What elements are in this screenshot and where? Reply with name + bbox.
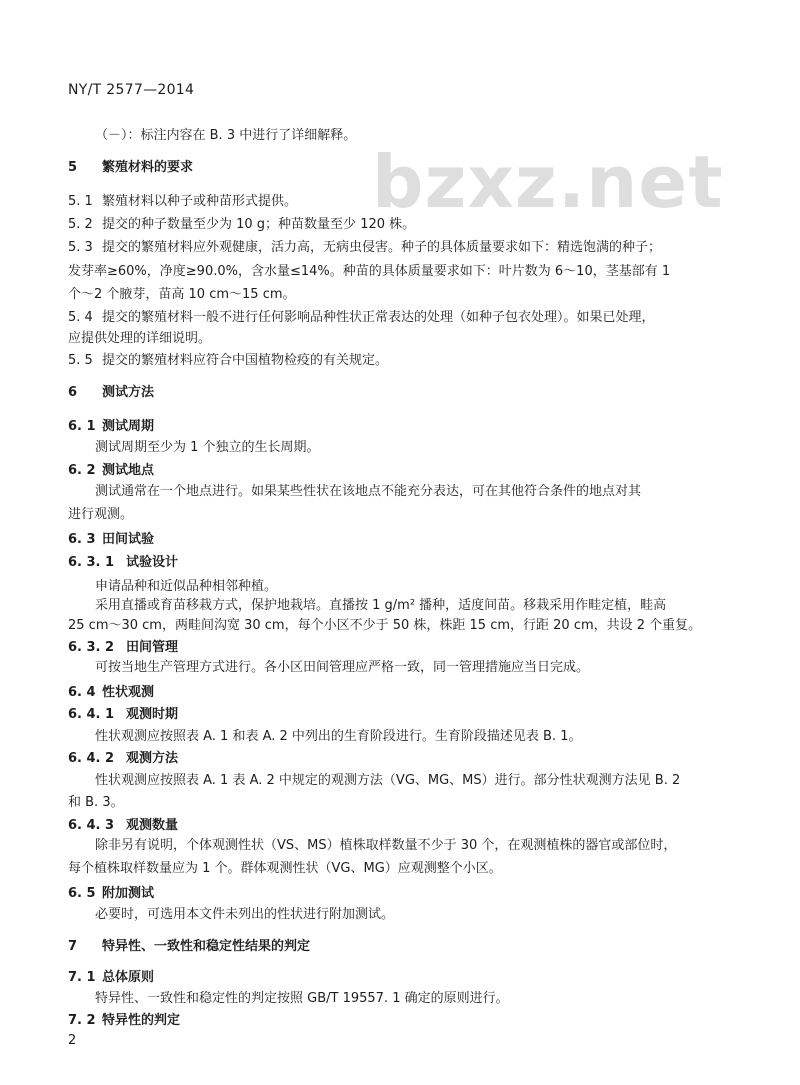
clause-number: 5 [68,160,78,175]
line-text: 繁殖材料的要求 [102,160,194,175]
text-line [95,128,356,144]
text-line [68,217,415,233]
text-line [68,353,388,369]
line-text: 提交的繁殖材料一般不进行任何影响品种性状正常表达的处理（如种子包衣处理）。如果已处理， [102,310,655,325]
text-line [95,579,277,595]
subsection-heading [68,707,178,723]
line-text: 特异性的判定 [102,1013,181,1028]
line-text: 提交的繁殖材料应外观健康，活力高，无病虫侵害。种子的具体质量要求如下：精选饱满的种子； [102,240,662,255]
watermark: bzxz.net [372,140,724,224]
clause-number: 5. 1 [68,194,93,209]
line-text: 测试地点 [102,463,155,478]
text-line [68,264,670,280]
line-text: 采用直播或育苗移栽方式，保护地栽培。直播按 1 g/m² 播种，适度间苗。移栽采用作畦定植，畦高 [95,598,667,613]
text-line [68,618,701,634]
line-text: 特异性、一致性和稳定性结果的判定 [102,939,311,954]
line-text: 提交的繁殖材料应符合中国植物检疫的有关规定。 [102,353,389,368]
standard-header: NY/T 2577—2014 [68,82,195,98]
text-line [68,331,211,347]
text-line [68,507,133,523]
line-text: （－）：标注内容在 B. 3 中进行了详细解释。 [95,128,357,143]
line-text: 除非另有说明，个体观测性状（VS、MS）植株取样数量不少于 30 个，在观测植株的器官或部位时， [95,838,677,853]
text-line [68,287,296,303]
text-line [68,194,297,210]
line-text: 繁殖材料以种子或种苗形式提供。 [102,194,298,209]
clause-number: 5. 5 [68,353,93,368]
clause-number: 6. 1 [68,419,96,434]
line-text: 总体原则 [102,970,155,985]
subsection-heading [68,886,154,902]
line-text: 进行观测。 [68,507,134,522]
line-text: 观测数量 [126,818,179,833]
clause-number: 6. 5 [68,886,96,901]
line-text: 应提供处理的详细说明。 [68,331,212,346]
line-text: 测试通常在一个地点进行。如果某些性状在该地点不能充分表达，可在其他符合条件的地点对其 [95,484,642,499]
clause-number: 6 [68,385,78,400]
text-line [68,795,124,811]
clause-number: 7 [68,939,78,954]
clause-number: 5. 2 [68,217,93,232]
text-line [95,907,394,923]
clause-number: 5. 4 [68,310,93,325]
subsection-heading [68,685,154,701]
line-text: 田间管理 [126,640,179,655]
line-text: 必要时，可选用本文件未列出的性状进行附加测试。 [95,907,395,922]
clause-number: 6. 4. 1 [68,707,115,722]
text-line [95,773,680,789]
subsection-heading [68,1013,180,1029]
text-line [68,240,661,256]
text-line [95,484,641,500]
subsection-heading [68,419,154,435]
clause-number: 6. 4. 3 [68,818,115,833]
text-line [68,861,502,877]
subsection-heading [68,463,154,479]
page-number: 2 [68,1033,77,1048]
line-text: 性状观测应按照表 A. 1 和表 A. 2 中列出的生育阶段进行。生育阶段描述见表 B. 1。 [95,729,582,744]
clause-number: 6. 4 [68,685,96,700]
section-heading [68,385,154,401]
line-text: 25 cm～30 cm，两畦间沟宽 30 cm，每个小区不少于 50 株，株距 15 cm，行距 20 cm，共设 2 个重复。 [68,618,702,633]
clause-number: 6. 2 [68,463,96,478]
clause-number: 6. 4. 2 [68,751,115,766]
line-text: 特异性、一致性和稳定性的判定按照 GB/T 19557. 1 确定的原则进行。 [95,991,509,1006]
clause-number: 7. 1 [68,970,96,985]
line-text: 个～2 个腋芽，苗高 10 cm～15 cm。 [68,287,296,302]
line-text: 测试方法 [102,385,155,400]
line-text: 提交的种子数量至少为 10 g；种苗数量至少 120 株。 [102,217,416,232]
clause-number: 6. 3. 2 [68,640,115,655]
line-text: 观测方法 [126,751,179,766]
section-heading [68,160,193,176]
subsection-heading [68,751,178,767]
line-text: 测试周期 [102,419,155,434]
clause-number: 6. 3 [68,532,96,547]
line-text: 田间试验 [102,532,155,547]
line-text: 性状观测应按照表 A. 1 表 A. 2 中规定的观测方法（VG、MG、MS）进行。部分性状观测方法见 B. 2 [95,773,681,788]
text-line [95,991,509,1007]
line-text: 发芽率≥60%，净度≥90.0%，含水量≤14%。种苗的具体质量要求如下：叶片数为 6～10，茎基部有 1 [68,264,671,279]
subsection-heading [68,640,178,656]
text-line [95,440,320,456]
clause-number: 7. 2 [68,1013,96,1028]
text-line [95,838,676,854]
text-line [95,598,666,614]
line-text: 性状观测 [102,685,155,700]
subsection-heading [68,532,154,548]
line-text: 可按当地生产管理方式进行。各小区田间管理应严格一致，同一管理措施应当日完成。 [95,660,590,675]
text-line [95,729,582,745]
line-text: 每个植株取样数量应为 1 个。群体观测性状（VG、MG）应观测整个小区。 [68,861,502,876]
clause-number: 5. 3 [68,240,93,255]
subsection-heading [68,970,154,986]
clause-number: 6. 3. 1 [68,555,115,570]
text-line [68,310,655,326]
section-heading [68,939,310,955]
subsection-heading [68,555,178,571]
line-text: 试验设计 [126,555,179,570]
line-text: 观测时期 [126,707,179,722]
line-text: 申请品种和近似品种相邻种植。 [95,579,278,594]
line-text: 测试周期至少为 1 个独立的生长周期。 [95,440,320,455]
text-line [95,660,589,676]
subsection-heading [68,818,178,834]
line-text: 附加测试 [102,886,155,901]
line-text: 和 B. 3。 [68,795,124,810]
